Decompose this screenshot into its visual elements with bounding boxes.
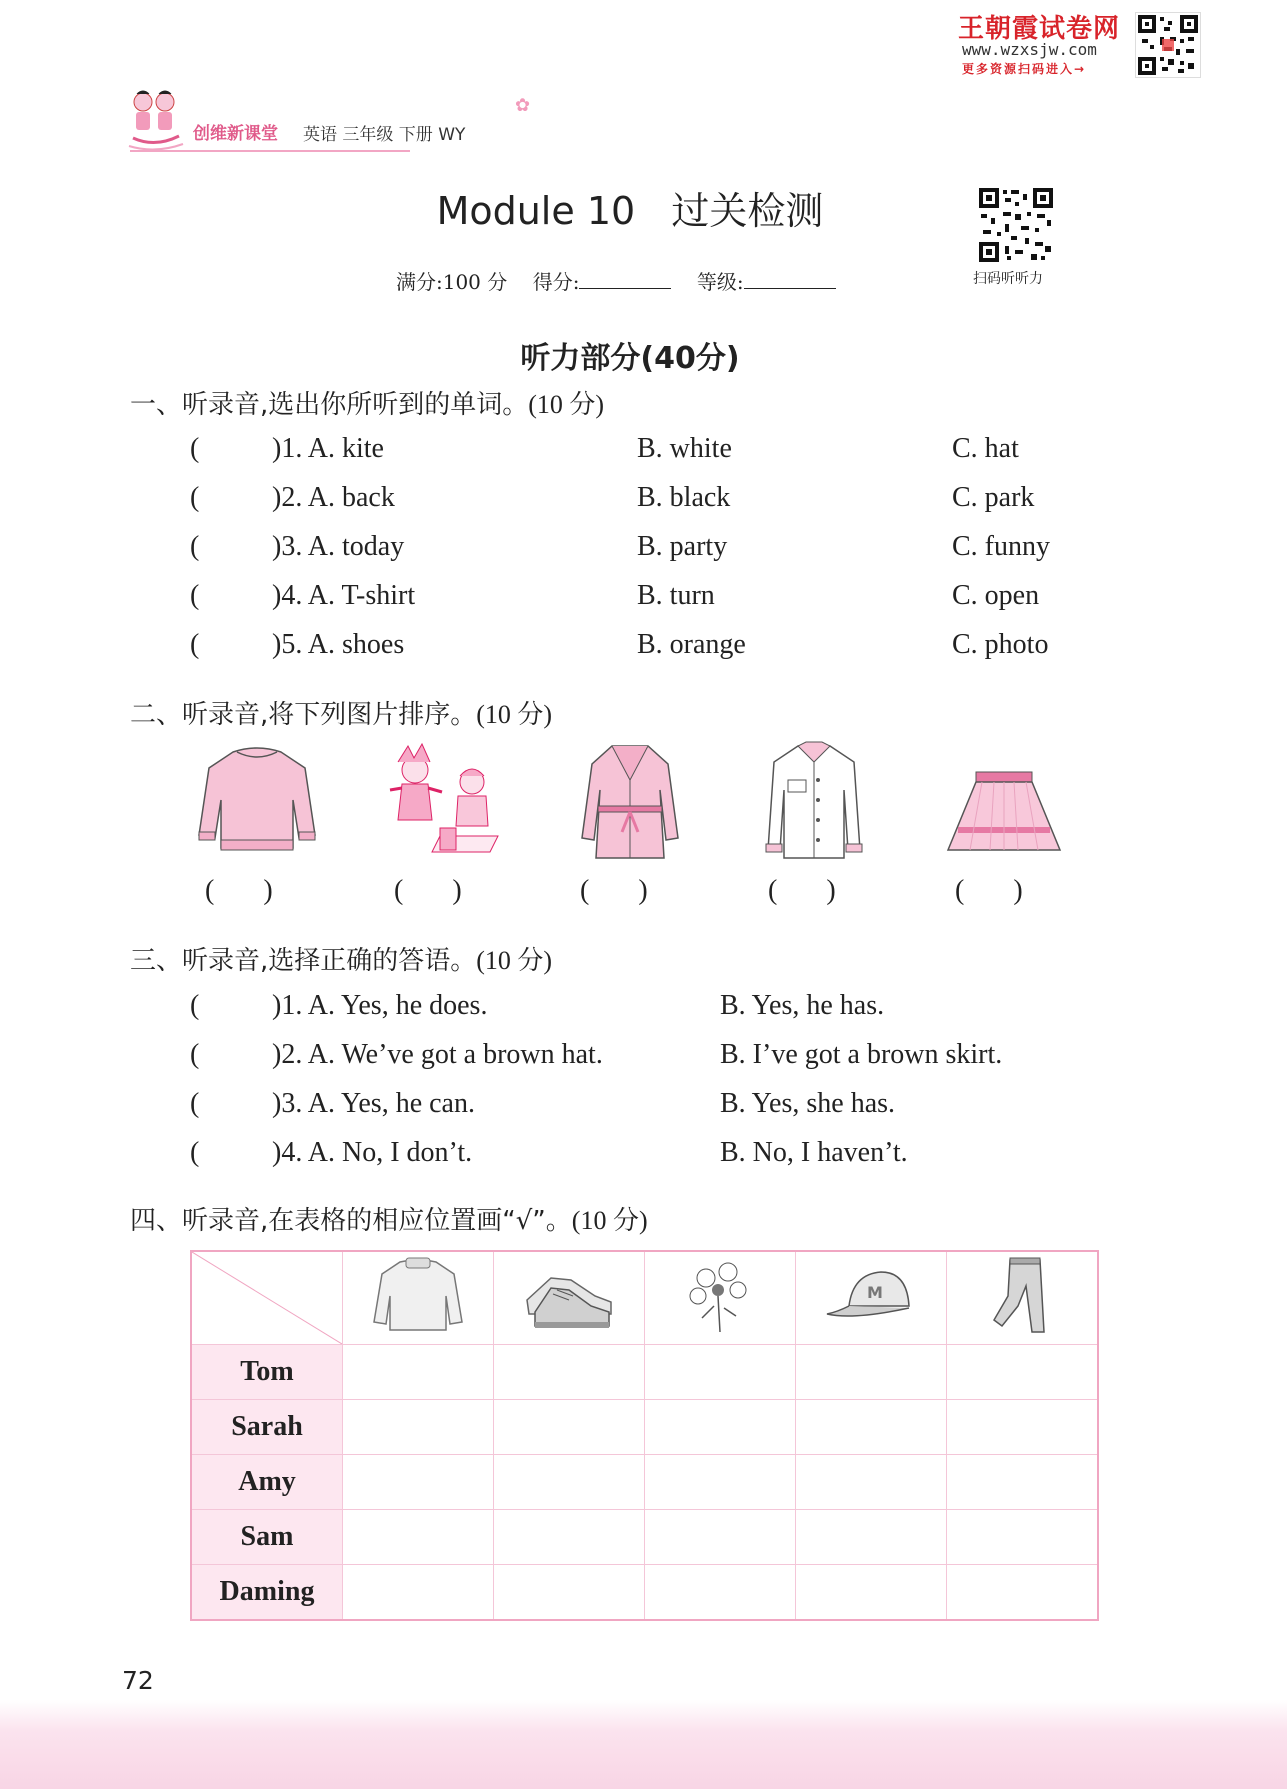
qr-code-icon [977, 186, 1055, 264]
part3-points: (10 分) [476, 946, 553, 975]
children-logo-icon [125, 88, 185, 152]
option-b[interactable]: B. No, I haven’t. [720, 1137, 908, 1168]
answer-cell[interactable] [494, 1510, 645, 1565]
shirt-icon [752, 740, 877, 865]
part3-heading-text: 三、听录音,选择正确的答语。 [130, 946, 477, 976]
part2-heading-text: 二、听录音,将下列图片排序。 [130, 700, 477, 730]
option-a[interactable]: )1. A. kite [272, 433, 384, 464]
row-name-amy: Amy [191, 1455, 343, 1510]
row-name-tom: Tom [191, 1345, 343, 1400]
part3-item-4 [190, 1137, 472, 1169]
listening-qr-code[interactable] [977, 186, 1055, 264]
series-logo [125, 88, 185, 152]
option-c[interactable]: C. open [952, 580, 1040, 611]
answer-cell[interactable] [796, 1455, 947, 1510]
option-a[interactable]: )2. A. back [272, 482, 395, 513]
header-divider [130, 150, 410, 152]
picture-answer-2[interactable]: ( ) [394, 875, 462, 906]
answer-cell[interactable] [947, 1345, 1099, 1400]
option-c[interactable]: C. park [952, 482, 1035, 513]
series-meta: 英语 三年级 下册 WY [303, 125, 466, 145]
part4-heading [130, 1200, 648, 1237]
answer-cell[interactable] [645, 1345, 796, 1400]
table-row [191, 1565, 1098, 1621]
column-sweater [343, 1251, 494, 1345]
part1-heading [130, 384, 604, 421]
answer-table [190, 1250, 1099, 1621]
answer-cell[interactable] [947, 1565, 1099, 1621]
shirt-picture [752, 740, 872, 865]
full-score: 满分:100 分 [396, 270, 508, 294]
answer-open-paren[interactable]: ( [190, 531, 200, 562]
answer-open-paren[interactable]: ( [190, 1039, 200, 1070]
answer-open-paren[interactable]: ( [190, 990, 200, 1021]
option-b[interactable]: B. white [637, 433, 732, 464]
row-name-daming: Daming [191, 1565, 343, 1621]
part1-points: (10 分) [528, 390, 605, 419]
column-sneakers [494, 1251, 645, 1345]
answer-cell[interactable] [947, 1455, 1099, 1510]
grade-label: 等级: [696, 270, 744, 294]
sweater-picture [195, 740, 315, 865]
section-title: 听力部分(40分) [520, 341, 740, 376]
answer-cell[interactable] [796, 1345, 947, 1400]
grade-blank[interactable] [744, 270, 836, 289]
answer-cell[interactable] [645, 1565, 796, 1621]
picture-answer-3[interactable]: ( ) [580, 875, 648, 906]
answer-cell[interactable] [796, 1565, 947, 1621]
page-title: Module 10 过关检测 [436, 189, 824, 233]
page-number: 72 [122, 1666, 154, 1695]
skirt-picture [942, 740, 1062, 865]
answer-cell[interactable] [796, 1400, 947, 1455]
column-trousers [947, 1251, 1099, 1345]
brand-url[interactable]: www.wzxsjw.com [962, 40, 1097, 59]
option-a[interactable]: )2. A. We’ve got a brown hat. [272, 1039, 603, 1070]
row-name-sam: Sam [191, 1510, 343, 1565]
column-cap [796, 1251, 947, 1345]
children-picture [380, 740, 500, 865]
part2-heading [130, 694, 552, 731]
cap-icon [823, 1256, 919, 1336]
option-a[interactable]: )4. A. T-shirt [272, 580, 416, 611]
sweater-icon [370, 1256, 466, 1336]
answer-cell[interactable] [947, 1400, 1099, 1455]
picture-answer-4[interactable]: ( ) [768, 875, 836, 906]
option-a[interactable]: )1. A. Yes, he does. [272, 990, 488, 1021]
answer-cell[interactable] [343, 1400, 494, 1455]
table-header-row [191, 1251, 1098, 1345]
answer-open-paren[interactable]: ( [190, 482, 200, 513]
option-b[interactable]: B. Yes, he has. [720, 990, 885, 1021]
flowers-icon [672, 1256, 768, 1336]
part2-points: (10 分) [476, 700, 553, 729]
footer-band [0, 1700, 1287, 1789]
answer-open-paren[interactable]: ( [190, 580, 200, 611]
answer-cell[interactable] [494, 1345, 645, 1400]
answer-cell[interactable] [645, 1400, 796, 1455]
answer-cell[interactable] [343, 1455, 494, 1510]
option-c[interactable]: C. funny [952, 531, 1050, 562]
option-b[interactable]: B. black [637, 482, 731, 513]
part3-item-1 [190, 990, 487, 1022]
table-row [191, 1345, 1098, 1400]
option-c[interactable]: C. hat [952, 433, 1019, 464]
part4-points: (10 分) [571, 1206, 648, 1235]
option-b[interactable]: B. orange [637, 629, 746, 660]
children-playing-icon [380, 740, 505, 865]
brand-tagline: 更多资源扫码进入→ [962, 62, 1087, 76]
qr-caption: 扫码听听力 [973, 271, 1043, 287]
score-label: 得分: [532, 270, 580, 294]
qr-code-icon [1136, 13, 1200, 77]
option-b[interactable]: B. I’ve got a brown skirt. [720, 1039, 1003, 1070]
answer-cell[interactable] [645, 1510, 796, 1565]
coat-picture [568, 740, 688, 865]
answer-cell[interactable] [343, 1565, 494, 1621]
answer-cell[interactable] [494, 1455, 645, 1510]
sweater-icon [195, 740, 320, 865]
column-flowers [645, 1251, 796, 1345]
part4-heading-text: 四、听录音,在表格的相应位置画“√”。 [130, 1206, 572, 1236]
answer-cell[interactable] [494, 1565, 645, 1621]
answer-open-paren[interactable]: ( [190, 433, 200, 464]
coat-icon [568, 740, 693, 865]
part1-item-4 [190, 580, 415, 612]
option-a[interactable]: )4. A. No, I don’t. [272, 1137, 473, 1168]
series-name: 创维新课堂 [193, 124, 278, 144]
answer-cell[interactable] [796, 1510, 947, 1565]
option-a[interactable]: )3. A. Yes, he can. [272, 1088, 475, 1119]
part3-heading [130, 940, 552, 977]
part3-item-3 [190, 1088, 475, 1120]
score-line [396, 266, 836, 295]
table-row [191, 1400, 1098, 1455]
flower-decoration-icon: ✿ [515, 95, 531, 116]
table-row [191, 1455, 1098, 1510]
part1-item-2 [190, 482, 395, 514]
answer-cell[interactable] [343, 1510, 494, 1565]
cap-logo-letter: M [867, 1283, 883, 1302]
option-c[interactable]: C. photo [952, 629, 1049, 660]
brand-qr-code[interactable] [1135, 12, 1201, 78]
score-blank[interactable] [579, 270, 671, 289]
option-b[interactable]: B. turn [637, 580, 715, 611]
trousers-icon [974, 1256, 1070, 1336]
table-corner-cell [191, 1251, 343, 1345]
answer-cell[interactable] [645, 1455, 796, 1510]
skirt-icon [942, 740, 1067, 865]
part1-item-1 [190, 433, 384, 465]
sneakers-icon [521, 1256, 617, 1336]
option-a[interactable]: )5. A. shoes [272, 629, 405, 660]
picture-answer-5[interactable]: ( ) [955, 875, 1023, 906]
answer-cell[interactable] [947, 1510, 1099, 1565]
part1-heading-text: 一、听录音,选出你所听到的单词。 [130, 390, 529, 420]
option-a[interactable]: )3. A. today [272, 531, 405, 562]
brand-name: 王朝霞试卷网 [958, 14, 1121, 44]
row-name-sarah: Sarah [191, 1400, 343, 1455]
part3-item-2 [190, 1039, 603, 1071]
diagonal-line [192, 1252, 342, 1344]
part1-item-3 [190, 531, 404, 563]
answer-open-paren[interactable]: ( [190, 629, 200, 660]
picture-answer-1[interactable]: ( ) [205, 875, 273, 906]
option-b[interactable]: B. Yes, she has. [720, 1088, 896, 1119]
option-b[interactable]: B. party [637, 531, 728, 562]
answer-open-paren[interactable]: ( [190, 1088, 200, 1119]
part1-item-5 [190, 629, 404, 661]
answer-open-paren[interactable]: ( [190, 1137, 200, 1168]
table-row [191, 1510, 1098, 1565]
answer-cell[interactable] [494, 1400, 645, 1455]
answer-cell[interactable] [343, 1345, 494, 1400]
